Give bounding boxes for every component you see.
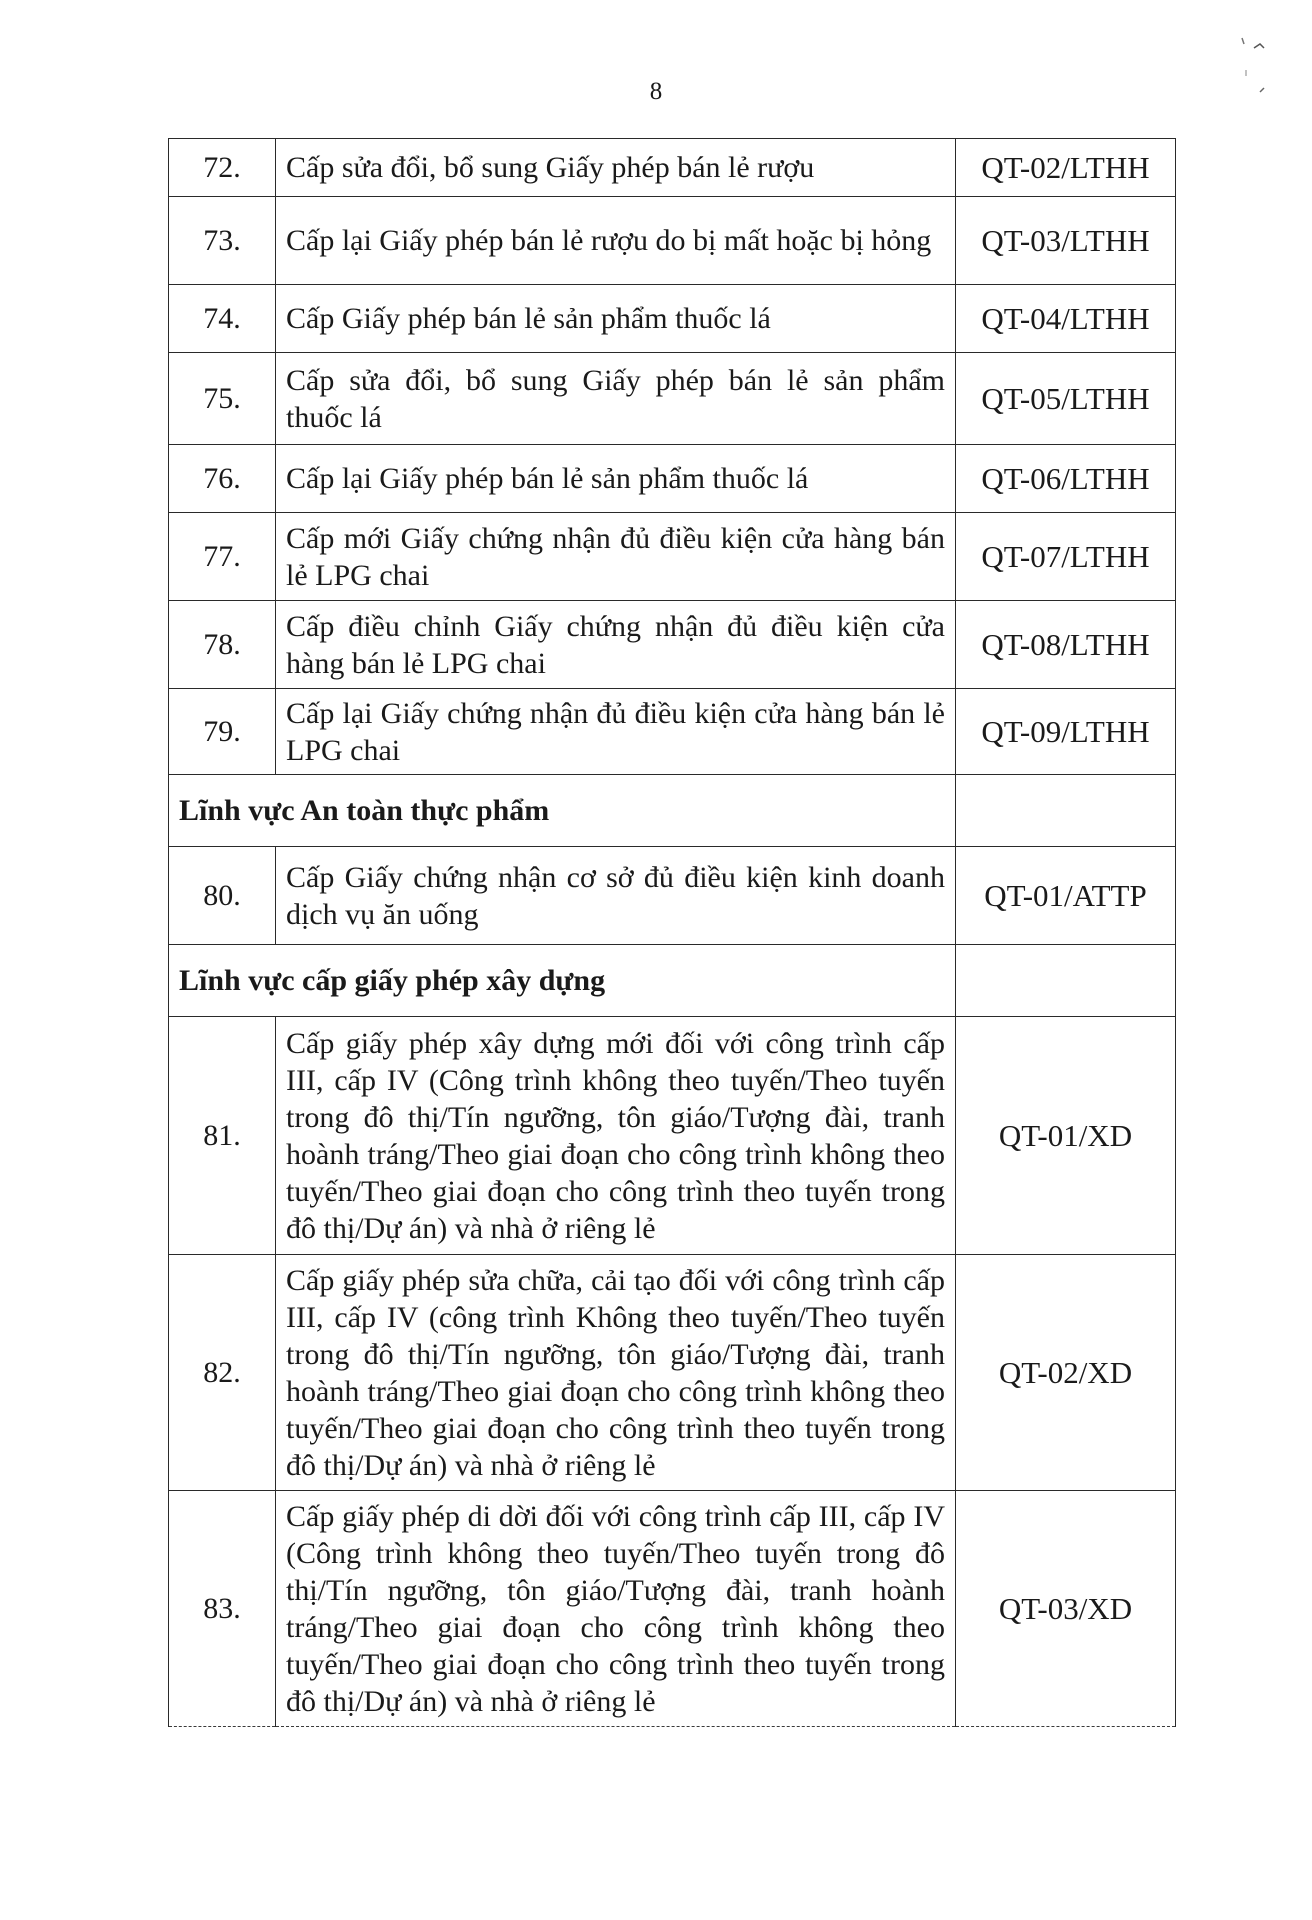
procedure-code: QT-03/LTHH xyxy=(956,197,1176,285)
table-row xyxy=(169,1017,1176,1255)
row-number: 77. xyxy=(169,513,276,601)
table-row xyxy=(169,197,1176,285)
empty-cell xyxy=(956,945,1176,1017)
table-row xyxy=(169,513,1176,601)
table-row xyxy=(169,689,1176,775)
procedure-name: Cấp lại Giấy chứng nhận đủ điều kiện cửa hàng bán lẻ LPG chai xyxy=(276,689,956,775)
table-row xyxy=(169,1491,1176,1727)
table-row xyxy=(169,847,1176,945)
row-number: 74. xyxy=(169,285,276,353)
procedure-code: QT-02/XD xyxy=(956,1255,1176,1491)
page-number: 8 xyxy=(649,78,663,105)
procedure-name: Cấp điều chỉnh Giấy chứng nhận đủ điều kiện cửa hàng bán lẻ LPG chai xyxy=(276,601,956,689)
row-number: 76. xyxy=(169,445,276,513)
procedure-code: QT-08/LTHH xyxy=(956,601,1176,689)
procedure-code: QT-07/LTHH xyxy=(956,513,1176,601)
procedure-name: Cấp lại Giấy phép bán lẻ sản phẩm thuốc lá xyxy=(276,445,956,513)
procedure-table xyxy=(168,138,1176,1727)
procedure-code: QT-09/LTHH xyxy=(956,689,1176,775)
row-number: 72. xyxy=(169,139,276,197)
row-number: 79. xyxy=(169,689,276,775)
procedure-name: Cấp mới Giấy chứng nhận đủ điều kiện cửa hàng bán lẻ LPG chai xyxy=(276,513,956,601)
procedure-name: Cấp giấy phép xây dựng mới đối với công trình cấp III, cấp IV (Công trình không theo tuyến/Theo tuyến trong đô thị/Tín ngưỡng, tôn giáo/Tượng đài, tranh hoành tráng/Theo giai đoạn cho công trình không theo tuyến/Theo giai đoạn cho công trình theo tuyến trong đô thị/Dự án) và nhà ở riêng lẻ xyxy=(276,1017,956,1255)
procedure-code: QT-01/ATTP xyxy=(956,847,1176,945)
procedure-code: QT-03/XD xyxy=(956,1491,1176,1727)
row-number: 78. xyxy=(169,601,276,689)
procedure-code: QT-02/LTHH xyxy=(956,139,1176,197)
empty-cell xyxy=(956,775,1176,847)
table-row xyxy=(169,285,1176,353)
procedure-name: Cấp sửa đổi, bổ sung Giấy phép bán lẻ sản phẩm thuốc lá xyxy=(276,353,956,445)
procedure-name: Cấp giấy phép sửa chữa, cải tạo đối với công trình cấp III, cấp IV (công trình Không theo tuyến/Theo tuyến trong đô thị/Tín ngưỡng, tôn giáo/Tượng đài, tranh hoành tráng/Theo giai đoạn cho công trình không theo tuyến/Theo giai đoạn cho công trình theo tuyến trong đô thị/Dự án) và nhà ở riêng lẻ xyxy=(276,1255,956,1491)
section-heading: Lĩnh vực cấp giấy phép xây dựng xyxy=(169,945,956,1017)
table-row xyxy=(169,601,1176,689)
table-row xyxy=(169,353,1176,445)
procedure-name: Cấp sửa đổi, bổ sung Giấy phép bán lẻ rượu xyxy=(276,139,956,197)
procedure-name: Cấp Giấy chứng nhận cơ sở đủ điều kiện kinh doanh dịch vụ ăn uống xyxy=(276,847,956,945)
procedure-code: QT-04/LTHH xyxy=(956,285,1176,353)
row-number: 73. xyxy=(169,197,276,285)
scan-mark-icon xyxy=(1234,30,1274,100)
table-row xyxy=(169,1255,1176,1491)
procedure-code: QT-06/LTHH xyxy=(956,445,1176,513)
table-row xyxy=(169,445,1176,513)
procedure-code: QT-01/XD xyxy=(956,1017,1176,1255)
section-row xyxy=(169,775,1176,847)
procedure-code: QT-05/LTHH xyxy=(956,353,1176,445)
row-number: 80. xyxy=(169,847,276,945)
row-number: 82. xyxy=(169,1255,276,1491)
table-row xyxy=(169,139,1176,197)
procedure-name: Cấp giấy phép di dời đối với công trình cấp III, cấp IV (Công trình không theo tuyến/Theo tuyến trong đô thị/Tín ngưỡng, tôn giáo/Tượng đài, tranh hoành tráng/Theo giai đoạn cho công trình không theo tuyến/Theo giai đoạn cho công trình theo tuyến trong đô thị/Dự án) và nhà ở riêng lẻ xyxy=(276,1491,956,1727)
section-heading: Lĩnh vực An toàn thực phẩm xyxy=(169,775,956,847)
procedure-name: Cấp Giấy phép bán lẻ sản phẩm thuốc lá xyxy=(276,285,956,353)
row-number: 75. xyxy=(169,353,276,445)
row-number: 83. xyxy=(169,1491,276,1727)
procedure-name: Cấp lại Giấy phép bán lẻ rượu do bị mất hoặc bị hỏng xyxy=(276,197,956,285)
section-row xyxy=(169,945,1176,1017)
row-number: 81. xyxy=(169,1017,276,1255)
